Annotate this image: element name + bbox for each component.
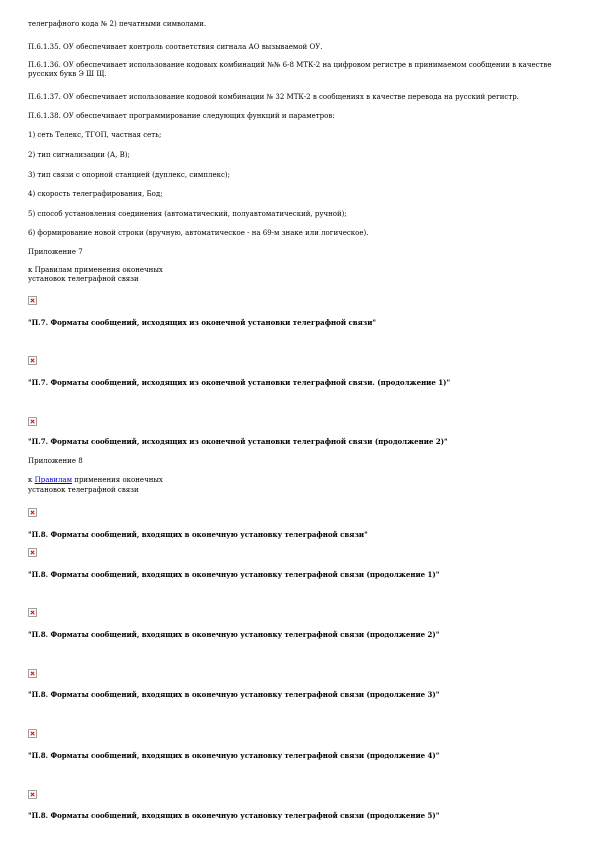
figure-caption: "П.8. Форматы сообщений, входящих в оконечную установку телеграфной связи (продолжение 5)"	[28, 811, 440, 820]
appendix-8-ref-line1	[28, 476, 573, 485]
figure-caption: "П.7. Форматы сообщений, исходящих из оконечной установки телеграфной связи. (продолжение 1)"	[28, 378, 451, 387]
clause-6-1-38: П.6.1.38. ОУ обеспечивает программирование следующих функций и параметров:	[28, 112, 335, 120]
appendix-8-ref-suffix: применения оконечных	[72, 476, 163, 484]
broken-image-icon	[28, 729, 37, 738]
figure-caption: "П.8. Форматы сообщений, входящих в оконечную установку телеграфной связи"	[28, 530, 368, 539]
figure-caption: "П.8. Форматы сообщений, входящих в оконечную установку телеграфной связи (продолжение 2)"	[28, 630, 440, 639]
appendix-7-title: Приложение 7	[28, 248, 83, 256]
list-item-6: 6) формирование новой строки (вручную, автоматическое - на 69-м знаке или логическое).	[28, 229, 369, 237]
figure-caption: "П.8. Форматы сообщений, входящих в оконечную установку телеграфной связи (продолжение 4)"	[28, 751, 440, 760]
appendix-8-ref-prefix: к	[28, 476, 35, 484]
list-item-1: 1) сеть Телекс, ТГОП, частная сеть;	[28, 131, 162, 139]
rules-link[interactable]: Правилам	[34, 476, 73, 484]
broken-image-icon	[28, 608, 37, 617]
appendix-8-ref-line2: установок телеграфной связи	[28, 486, 139, 494]
list-item-4: 4) скорость телеграфирования, Бод;	[28, 190, 163, 198]
broken-image-icon	[28, 669, 37, 678]
figure-caption: "П.7. Форматы сообщений, исходящих из оконечной установки телеграфной связи"	[28, 318, 377, 327]
list-item-2: 2) тип сигнализации (А, В);	[28, 151, 130, 159]
appendix-8-title: Приложение 8	[28, 457, 83, 465]
broken-image-icon	[28, 790, 37, 799]
clause-6-1-36: П.6.1.36. ОУ обеспечивает использование кодовых комбинаций №№ 6-8 МТК-2 на цифровом регистре в принимаемом сообщении в качестве русских букв Э Ш Щ.	[28, 61, 552, 78]
broken-image-icon	[28, 356, 37, 365]
appendix-7-ref-line2: установок телеграфной связи	[28, 275, 139, 283]
broken-image-icon	[28, 548, 37, 557]
figure-caption: "П.8. Форматы сообщений, входящих в оконечную установку телеграфной связи (продолжение 1)"	[28, 570, 440, 579]
list-item-5: 5) способ установления соединения (автоматический, полуавтоматический, ручной);	[28, 210, 347, 218]
broken-image-icon	[28, 296, 37, 305]
broken-image-icon	[28, 417, 37, 426]
figure-caption: "П.7. Форматы сообщений, исходящих из оконечной установки телеграфной связи (продолжение 2)"	[28, 437, 448, 446]
list-item-3: 3) тип связи с опорной станцией (дуплекс, симплекс);	[28, 171, 230, 179]
paragraph-continuation: телеграфного кода № 2) печатными символами.	[28, 20, 207, 28]
clause-6-1-35: П.6.1.35. ОУ обеспечивает контроль соответствия сигнала АО вызываемой ОУ.	[28, 43, 323, 51]
broken-image-icon	[28, 508, 37, 517]
figure-caption: "П.8. Форматы сообщений, входящих в оконечную установку телеграфной связи (продолжение 3)"	[28, 690, 440, 699]
clause-6-1-37: П.6.1.37. ОУ обеспечивает использование кодовой комбинации № 32 МТК-2 в сообщениях в качестве перевода на русский регистр.	[28, 93, 519, 101]
appendix-7-ref-line1: к Правилам применения оконечных	[28, 266, 163, 274]
